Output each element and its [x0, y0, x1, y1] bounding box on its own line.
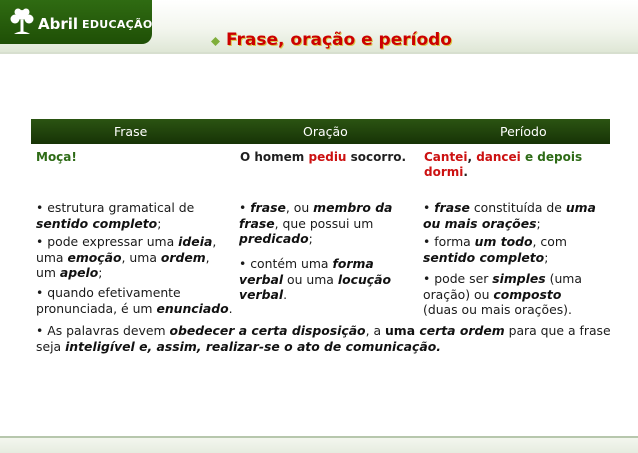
footer-bar [0, 438, 638, 453]
header-oracao: Oração [303, 124, 348, 139]
brand-subtitle: EDUCAÇÃO [82, 18, 153, 31]
example-periodo: Cantei, dancei e depois dormi. [424, 150, 583, 179]
periodo-point-1: • frase constituída de uma ou mais orações; [423, 200, 596, 231]
periodo-point-2: • forma um todo, com sentido completo; [423, 234, 567, 265]
example-oracao: O homem pediu socorro. [240, 150, 407, 164]
frase-point-3: • quando efetivamente pronunciada, é um enunciado. [36, 285, 233, 316]
oracao-point-2: • contém uma forma verbal ou uma locução verbal. [239, 256, 392, 302]
page-title: Frase, oração e período [226, 30, 452, 50]
header-divider [0, 52, 638, 54]
header-periodo: Período [500, 124, 547, 139]
periodo-point-3: • pode ser simples (uma oração) ou composto (duas ou mais orações). [423, 271, 582, 317]
header-frase: Frase [114, 124, 148, 139]
table-header [31, 119, 610, 144]
frase-point-2: • pode expressar uma ideia, uma emoção, uma ordem, um apelo; [36, 234, 217, 280]
example-frase: Moça! [36, 150, 77, 164]
frase-point-1: • estrutura gramatical de sentido completo; [36, 200, 195, 231]
tree-icon [9, 8, 35, 36]
footer-note: • As palavras devem obedecer a certa disposição, a uma certa ordem para que a frase seja inteligível e, assim, realizar-se o ato de comunicação. [36, 323, 611, 354]
diamond-bullet-icon [211, 37, 220, 46]
brand-name: Abril [38, 15, 79, 33]
brand-logo[interactable] [0, 0, 152, 44]
oracao-point-1: • frase, ou membro da frase, que possui um predicado; [239, 200, 393, 246]
